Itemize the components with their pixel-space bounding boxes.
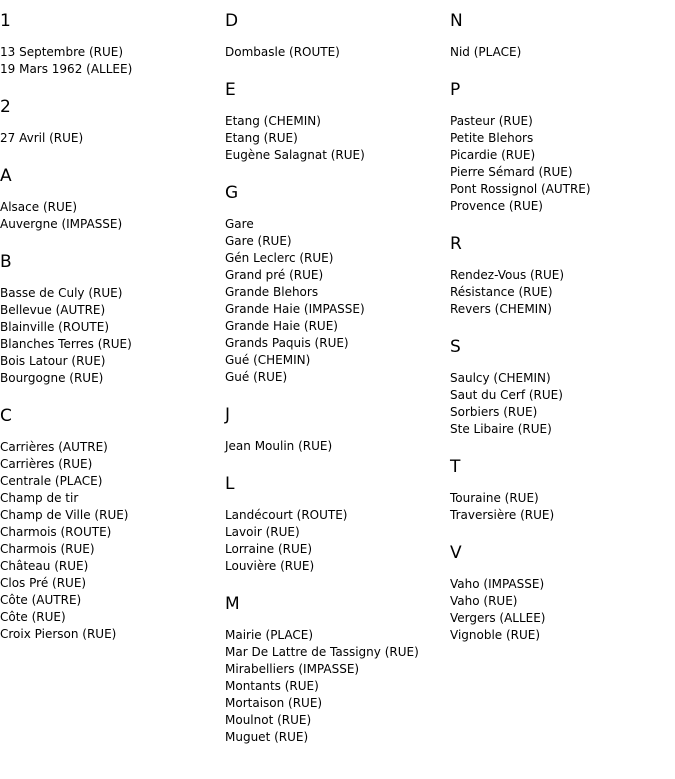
letter-heading: R xyxy=(450,234,462,254)
street-item: Côte (AUTRE) xyxy=(0,593,82,607)
street-item: Mortaison (RUE) xyxy=(225,696,323,710)
street-list xyxy=(225,113,445,164)
street-list xyxy=(0,130,220,147)
street-item: Montants (RUE) xyxy=(225,679,319,693)
street-item: 27 Avril (RUE) xyxy=(0,131,84,145)
street-list xyxy=(0,199,220,233)
street-item: Provence (RUE) xyxy=(450,199,543,213)
street-item: Carrières (AUTRE) xyxy=(0,440,108,454)
street-item: Charmois (ROUTE) xyxy=(0,525,112,539)
street-item: Vignoble (RUE) xyxy=(450,628,541,642)
street-list xyxy=(225,627,445,746)
street-list xyxy=(225,438,445,455)
letter-group-b xyxy=(0,251,220,405)
street-item: Pont Rossignol (AUTRE) xyxy=(450,182,591,196)
letter-group-p xyxy=(450,79,670,233)
street-item: Grande Blehors xyxy=(225,285,319,299)
street-item: Traversière (RUE) xyxy=(450,508,555,522)
street-item: Picardie (RUE) xyxy=(450,148,536,162)
street-list xyxy=(450,576,670,644)
street-list xyxy=(450,113,670,215)
street-list xyxy=(225,216,445,386)
street-item: Jean Moulin (RUE) xyxy=(225,439,333,453)
street-item: Eugène Salagnat (RUE) xyxy=(225,148,365,162)
letter-heading: J xyxy=(225,405,231,425)
street-item: Muguet (RUE) xyxy=(225,730,309,744)
street-item: Résistance (RUE) xyxy=(450,285,553,299)
letter-heading: 1 xyxy=(0,11,11,31)
letter-group-n xyxy=(450,10,670,79)
letter-group-1 xyxy=(0,10,220,96)
street-item: Côte (RUE) xyxy=(0,610,66,624)
street-item: Landécourt (ROUTE) xyxy=(225,508,348,522)
street-list xyxy=(0,285,220,387)
street-item: Vaho (IMPASSE) xyxy=(450,577,545,591)
street-item: 13 Septembre (RUE) xyxy=(0,45,124,59)
letter-group-v xyxy=(450,542,670,662)
letter-heading: V xyxy=(450,543,462,563)
street-item: Blainville (ROUTE) xyxy=(0,320,110,334)
street-item: 19 Mars 1962 (ALLEE) xyxy=(0,62,133,76)
street-item: Louvière (RUE) xyxy=(225,559,315,573)
street-item: Petite Blehors xyxy=(450,131,534,145)
street-list xyxy=(0,439,220,643)
street-item: Basse de Culy (RUE) xyxy=(0,286,123,300)
letter-group-l xyxy=(225,473,445,593)
letter-heading: T xyxy=(450,457,461,477)
street-item: Gén Leclerc (RUE) xyxy=(225,251,334,265)
street-item: Bois Latour (RUE) xyxy=(0,354,106,368)
street-item: Touraine (RUE) xyxy=(450,491,539,505)
street-item: Champ de Ville (RUE) xyxy=(0,508,129,522)
index-column-2 xyxy=(225,10,445,764)
letter-heading: A xyxy=(0,166,12,186)
street-item: Etang (CHEMIN) xyxy=(225,114,321,128)
street-item: Lorraine (RUE) xyxy=(225,542,313,556)
street-list xyxy=(0,44,220,78)
street-item: Sorbiers (RUE) xyxy=(450,405,538,419)
street-item: Auvergne (IMPASSE) xyxy=(0,217,123,231)
street-item: Revers (CHEMIN) xyxy=(450,302,552,316)
street-item: Ste Libaire (RUE) xyxy=(450,422,552,436)
street-item: Champ de tir xyxy=(0,491,79,505)
letter-heading: M xyxy=(225,594,240,614)
street-item: Mar De Lattre de Tassigny (RUE) xyxy=(225,645,419,659)
letter-group-t xyxy=(450,456,670,542)
street-item: Croix Pierson (RUE) xyxy=(0,627,117,641)
street-item: Château (RUE) xyxy=(0,559,89,573)
street-item: Gué (RUE) xyxy=(225,370,288,384)
street-item: Grande Haie (IMPASSE) xyxy=(225,302,365,316)
letter-heading: P xyxy=(450,80,461,100)
street-item: Bourgogne (RUE) xyxy=(0,371,104,385)
street-list xyxy=(225,44,445,61)
street-item: Lavoir (RUE) xyxy=(225,525,300,539)
street-item: Carrières (RUE) xyxy=(0,457,93,471)
street-item: Etang (RUE) xyxy=(225,131,298,145)
letter-group-s xyxy=(450,336,670,456)
street-item: Centrale (PLACE) xyxy=(0,474,103,488)
street-item: Clos Pré (RUE) xyxy=(0,576,87,590)
street-list xyxy=(450,370,670,438)
letter-heading: S xyxy=(450,337,461,357)
street-item: Nid (PLACE) xyxy=(450,45,522,59)
letter-group-j xyxy=(225,404,445,473)
letter-group-m xyxy=(225,593,445,764)
street-item: Vaho (RUE) xyxy=(450,594,518,608)
letter-heading: D xyxy=(225,11,239,31)
letter-heading: L xyxy=(225,474,235,494)
letter-group-e xyxy=(225,79,445,182)
street-item: Grand pré (RUE) xyxy=(225,268,324,282)
letter-heading: G xyxy=(225,183,239,203)
street-item: Grands Paquis (RUE) xyxy=(225,336,349,350)
street-item: Alsace (RUE) xyxy=(0,200,78,214)
letter-group-d xyxy=(225,10,445,79)
street-item: Vergers (ALLEE) xyxy=(450,611,546,625)
street-item: Pierre Sémard (RUE) xyxy=(450,165,573,179)
letter-heading: 2 xyxy=(0,97,11,117)
letter-group-r xyxy=(450,233,670,336)
letter-group-2 xyxy=(0,96,220,165)
street-item: Bellevue (AUTRE) xyxy=(0,303,106,317)
letter-heading: B xyxy=(0,252,12,272)
street-item: Grande Haie (RUE) xyxy=(225,319,338,333)
street-item: Moulnot (RUE) xyxy=(225,713,312,727)
street-list xyxy=(450,267,670,318)
index-column-1 xyxy=(0,10,220,661)
street-list xyxy=(225,507,445,575)
street-item: Mirabelliers (IMPASSE) xyxy=(225,662,360,676)
street-item: Pasteur (RUE) xyxy=(450,114,533,128)
letter-heading: E xyxy=(225,80,236,100)
street-item: Charmois (RUE) xyxy=(0,542,95,556)
street-item: Mairie (PLACE) xyxy=(225,628,314,642)
street-list xyxy=(450,490,670,524)
letter-heading: N xyxy=(450,11,463,31)
street-item: Blanches Terres (RUE) xyxy=(0,337,132,351)
street-item: Saulcy (CHEMIN) xyxy=(450,371,551,385)
street-item: Rendez-Vous (RUE) xyxy=(450,268,565,282)
letter-group-c xyxy=(0,405,220,661)
letter-heading: C xyxy=(0,406,12,426)
street-item: Gué (CHEMIN) xyxy=(225,353,311,367)
street-item: Dombasle (ROUTE) xyxy=(225,45,340,59)
street-item: Gare xyxy=(225,217,254,231)
street-list xyxy=(450,44,670,61)
street-item: Gare (RUE) xyxy=(225,234,292,248)
letter-group-a xyxy=(0,165,220,251)
index-column-3 xyxy=(450,10,670,662)
street-item: Saut du Cerf (RUE) xyxy=(450,388,563,402)
letter-group-g xyxy=(225,182,445,404)
